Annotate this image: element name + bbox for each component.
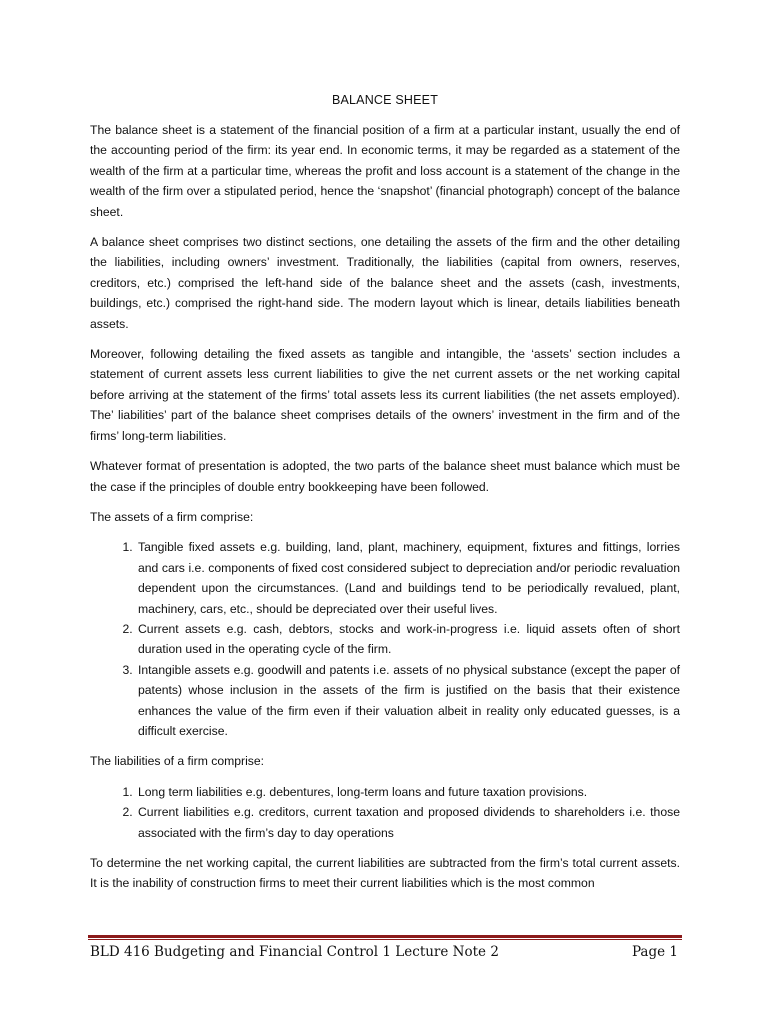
- closing-paragraph: To determine the net working capital, the current liabilities are subtracted from the firm’s total current assets. It is the inability of construction firms to meet their current liabilities which is the most common: [90, 856, 680, 891]
- liabilities-list: [90, 782, 680, 843]
- assets-list: [90, 537, 680, 741]
- list-item: 1. Tangible fixed assets e.g. building, land, plant, machinery, equipment, fixtures and fittings, lorries and cars i.e. components of fixed cost considered subject to depreciation and/or periodic revaluation dependent upon the circumstances. (Land and buildings tend to be periodically revalued, plant, machinery, cars, etc., should be depreciated over their useful lives.: [136, 537, 680, 619]
- paragraph-3: Moreover, following detailing the fixed assets as tangible and intangible, the ‘assets’ section includes a statement of current assets less current liabilities to give the net current assets or the net working capital before arriving at the statement of the firms’ total assets less its current liabilities (the net assets employed). The’ liabilities’ part of the balance sheet comprises details of the owners’ investment in the firm and of the firms’ long-term liabilities.: [90, 347, 680, 443]
- footer-course-title: BLD 416 Budgeting and Financial Control 1 Lecture Note 2: [90, 944, 499, 960]
- paragraph-4: Whatever format of presentation is adopted, the two parts of the balance sheet must balance which must be the case if the principles of double entry bookkeeping have been followed.: [90, 459, 680, 494]
- paragraph-2: A balance sheet comprises two distinct sections, one detailing the assets of the firm and the other detailing the liabilities, including owners’ investment. Traditionally, the liabilities (capital from owners, reserves, creditors, etc.) comprised the left-hand side of the balance sheet and the assets (cash, investments, buildings, etc.) comprised the right-hand side. The modern layout which is linear, details liabilities beneath assets.: [90, 235, 680, 331]
- document-page: [90, 93, 680, 904]
- footer-rule: [88, 935, 682, 938]
- list-item: 1. Long term liabilities e.g. debentures, long-term loans and future taxation provisions.: [136, 782, 680, 802]
- list-item: 2. Current assets e.g. cash, debtors, stocks and work-in-progress i.e. liquid assets often of short duration used in the operating cycle of the firm.: [136, 619, 680, 660]
- paragraph-1: The balance sheet is a statement of the financial position of a firm at a particular instant, usually the end of the accounting period of the firm: its year end. In economic terms, it may be regarded as a statement of the wealth of the firm at a particular time, whereas the profit and loss account is a statement of the change in the wealth of the firm over a stipulated period, hence the ‘snapshot’ (financial photograph) concept of the balance sheet.: [90, 123, 680, 219]
- footer-rule-thin: [88, 939, 682, 940]
- document-title: BALANCE SHEET: [331, 93, 439, 107]
- list-item: 2. Current liabilities e.g. creditors, current taxation and proposed dividends to shareholders i.e. those associated with the firm’s day to day operations: [136, 802, 680, 843]
- footer-page-number: Page 1: [631, 944, 678, 960]
- list-item: 3. Intangible assets e.g. goodwill and patents i.e. assets of no physical substance (except the paper of patents) whose inclusion in the assets of the firm is justified on the basis that their existence enhances the value of the firm even if their valuation albeit in reality only educated guesses, is a difficult exercise.: [136, 660, 680, 742]
- assets-intro: The assets of a firm comprise:: [90, 509, 254, 524]
- liabilities-intro: The liabilities of a firm comprise:: [90, 754, 265, 769]
